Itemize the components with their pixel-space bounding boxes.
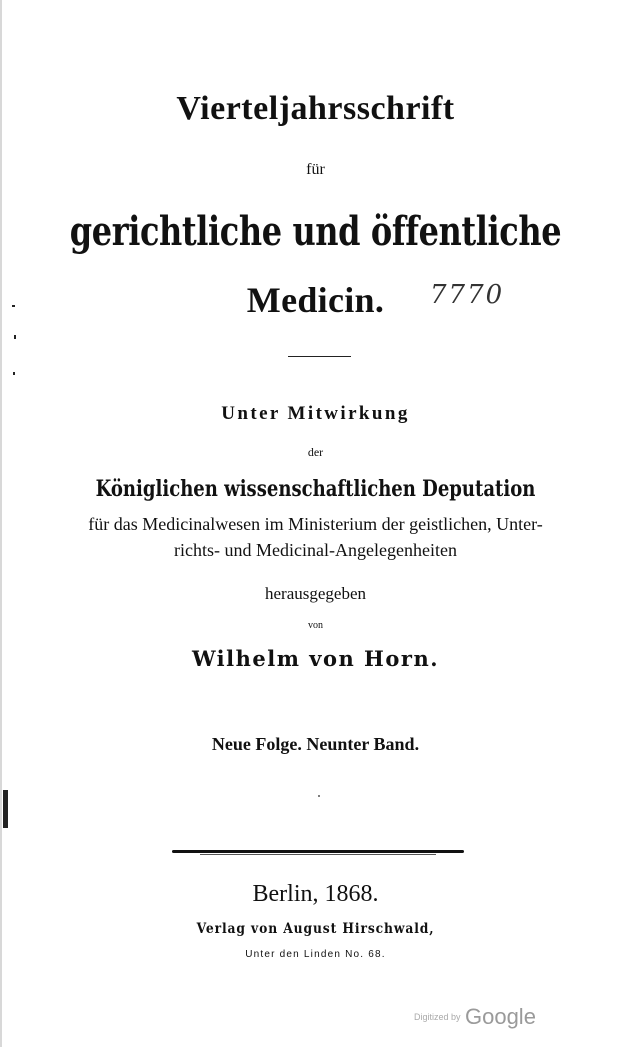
long-divider-thin <box>200 854 436 855</box>
watermark-prefix: Digitized by <box>414 1012 461 1022</box>
collaboration-intro: Unter Mitwirkung <box>221 403 410 424</box>
title-preposition: für <box>306 161 325 178</box>
binding-speck <box>14 335 16 339</box>
imprint-place-year: Berlin, 1868. <box>252 881 379 907</box>
handwritten-shelfmark: 7770 <box>430 280 505 310</box>
journal-subtitle: gerichtliche und öffentliche <box>69 208 562 255</box>
long-divider <box>172 850 464 853</box>
ministry-line-1: für das Medicinalwesen im Ministerium der geistlichen, Unter- <box>88 514 543 534</box>
volume-label: Neue Folge. Neunter Band. <box>211 734 420 754</box>
print-speck <box>318 795 320 797</box>
edited-label: herausgegeben <box>264 584 366 603</box>
binding-mark <box>3 790 8 828</box>
editor-preposition: von <box>308 620 323 631</box>
ministry-line-2: richts- und Medicinal-Angelegenheiten <box>174 540 457 560</box>
imprint-publisher: Verlag von August Hirschwald, <box>196 921 435 937</box>
short-divider <box>288 356 351 357</box>
imprint-address: Unter den Linden No. 68. <box>245 949 386 960</box>
digitization-watermark <box>414 1004 564 1030</box>
binding-speck <box>13 372 15 375</box>
collaboration-article: der <box>307 445 324 459</box>
watermark-brand: Google <box>464 1004 536 1029</box>
journal-subtitle-medicin: Medicin. <box>246 280 385 320</box>
journal-title: Vierteljahrsschrift <box>176 90 455 127</box>
deputation-name: Königlichen wissenschaftlichen Deputation <box>95 476 536 502</box>
editor-name: Wilhelm von Horn. <box>191 646 440 671</box>
